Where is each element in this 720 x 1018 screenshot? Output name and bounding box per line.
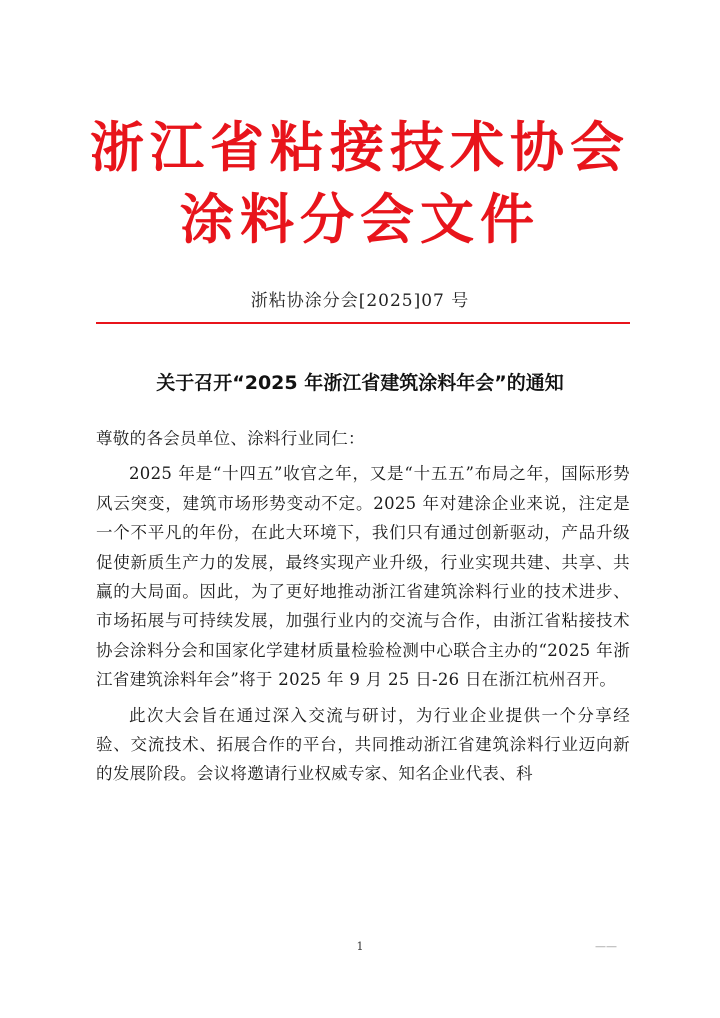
red-divider-line [96, 322, 630, 324]
salutation: 尊敬的各会员单位、涂料行业同仁： [96, 429, 365, 448]
footer-mark: —— [595, 940, 617, 953]
header-title-line-1: 浙江省粘接技术协会 [90, 116, 630, 179]
notice-body [96, 424, 630, 789]
header-title-line-2: 涂料分会文件 [180, 188, 540, 251]
document-number: 浙粘协涂分会[2025]07 号 [250, 291, 470, 311]
paragraph-2: 此次大会旨在通过深入交流与研讨，为行业企业提供一个分享经验、交流技术、拓展合作的平台，共同推动浙江省建筑涂料行业迈向新的发展阶段。会议将邀请行业权威专家、知名企业代表、科 [96, 705, 630, 784]
notice-title: 关于召开“2025 年浙江省建筑涂料年会”的通知 [156, 372, 564, 394]
page-number: 1 [356, 940, 364, 953]
paragraph-1: 2025 年是“十四五”收官之年，又是“十五五”布局之年，国际形势风云突变，建筑市场形势变动不定。2025 年对建涂企业来说，注定是一个不平凡的年份，在此大环境下，我们只有通过创新驱动，产品升级促使新质生产力的发展，最终实现产业升级，行业实现共建、共享、共赢的大局面。因此，为了更好地推动浙江省建筑涂料行业的技术进步、市场拓展与可持续发展，加强行业内的交流与合作，由浙江省粘接技术协会涂料分会和国家化学建材质量检验检测中心联合主办的“2025 年浙江省建筑涂料年会”将于 2025 年 9 月 25 日-26 日在浙江杭州召开。 [96, 464, 630, 690]
